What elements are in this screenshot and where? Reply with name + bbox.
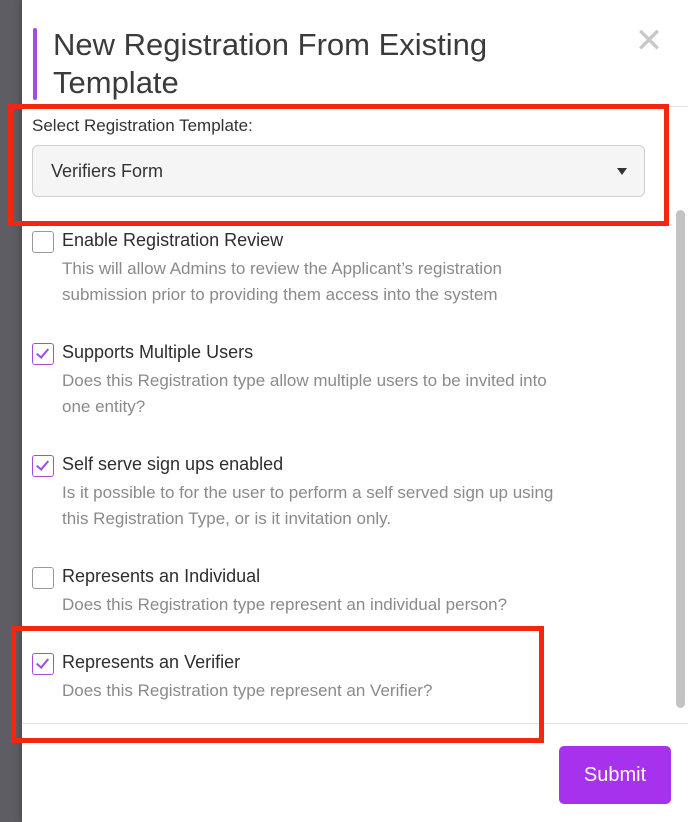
option-description-line: Does this Registration type represent an individual person? xyxy=(62,595,508,614)
option-title: Represents an Verifier xyxy=(62,652,241,672)
option-description-line: this Registration Type, or is it invitation only. xyxy=(62,509,392,528)
option-title: Supports Multiple Users xyxy=(62,342,254,362)
option-description-line: Does this Registration type represent an Verifier? xyxy=(62,681,433,700)
highlight-box-template-select xyxy=(8,104,669,226)
submit-button[interactable]: Submit xyxy=(559,746,671,804)
modal-scrollbar[interactable] xyxy=(676,210,685,708)
option-title: Enable Registration Review xyxy=(62,230,284,250)
option-description-line: Is it possible to for the user to perform a self served sign up using xyxy=(62,483,554,502)
modal-title-line-2: Template xyxy=(53,65,179,100)
title-accent-bar xyxy=(33,28,37,100)
modal-title-line-1: New Registration From Existing xyxy=(53,27,488,62)
highlight-box-verifier-option xyxy=(11,626,544,743)
option-description-line: This will allow Admins to review the Applicant’s registration xyxy=(62,259,502,278)
option-description-line: one entity? xyxy=(62,397,146,416)
template-select-label: Select Registration Template: xyxy=(32,116,253,135)
template-select-value: Verifiers Form xyxy=(51,161,164,181)
checkmark-icon xyxy=(36,457,49,471)
option-title: Represents an Individual xyxy=(62,566,261,586)
option-description-line: Does this Registration type allow multiple users to be invited into xyxy=(62,371,547,390)
modal-title xyxy=(53,26,613,102)
modal-header xyxy=(22,0,688,108)
option-description xyxy=(62,368,652,420)
option-description xyxy=(62,256,652,308)
option-description xyxy=(62,480,652,532)
checkbox-enable-registration-review[interactable] xyxy=(32,231,54,253)
checkbox-represents-individual[interactable] xyxy=(32,567,54,589)
close-icon[interactable]: ✕ xyxy=(634,22,664,60)
option-title: Self serve sign ups enabled xyxy=(62,454,284,474)
checkmark-icon xyxy=(36,345,49,359)
checkbox-self-serve-sign-ups[interactable] xyxy=(32,455,54,477)
option-description-line: submission prior to providing them access into the system xyxy=(62,285,498,304)
checkbox-supports-multiple-users[interactable] xyxy=(32,343,54,365)
option-description xyxy=(62,592,652,618)
